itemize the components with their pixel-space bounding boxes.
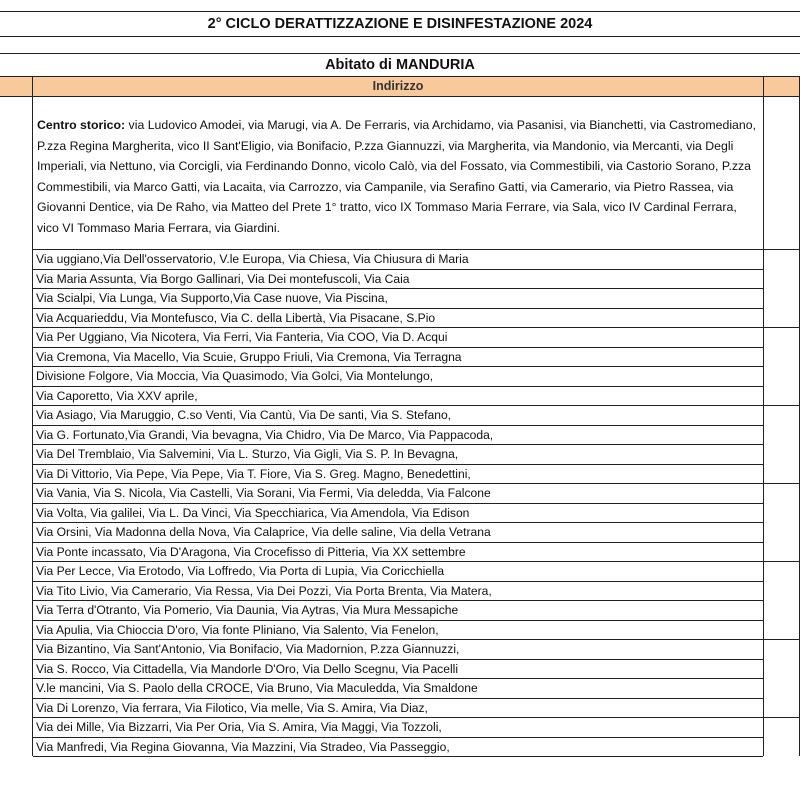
- town-title: Abitato di MANDURIA: [325, 57, 475, 73]
- table-row: Via Scialpi, Via Lunga, Via Supporto,Via Case nuove, Via Piscina,: [33, 289, 763, 309]
- right-cell-border: [763, 327, 800, 328]
- table-row: Via Asiago, Via Maruggio, C.so Venti, Via Cantù, Via De santi, Via S. Stefano,: [33, 406, 763, 426]
- header-row: [0, 76, 800, 97]
- table-row: Via dei Mille, Via Bizzarri, Via Per Oria, Via S. Amira, Via Maggi, Via Tozzoli,: [33, 718, 763, 738]
- document-title: 2° CICLO DERATTIZZAZIONE E DISINFESTAZIONE 2024: [0, 11, 800, 37]
- table-row: Via Di Lorenzo, Via ferrara, Via Filotico, Via melle, Via S. Amira, Via Diaz,: [33, 699, 763, 719]
- centro-storico-label: Centro storico:: [37, 118, 126, 132]
- table-row: Via Per Uggiano, Via Nicotera, Via Ferri, Via Fanteria, Via COO, Via D. Acqui: [33, 328, 763, 348]
- address-rows: [33, 250, 763, 757]
- column-header-indirizzo: Indirizzo: [32, 77, 764, 96]
- right-cell-border: [763, 639, 800, 640]
- table-row: Via Tito Livio, Via Camerario, Via Ressa, Via Dei Pozzi, Via Porta Brenta, Via Matera,: [33, 582, 763, 602]
- right-cell-border: [763, 561, 800, 562]
- table-row: Via S. Rocco, Via Cittadella, Via Mandorle D'Oro, Via Dello Scegnu, Via Pacelli: [33, 660, 763, 680]
- table-row: Via Cremona, Via Macello, Via Scuie, Gruppo Friuli, Via Cremona, Via Terragna: [33, 348, 763, 368]
- right-cell-border: [763, 483, 800, 484]
- table-row: Divisione Folgore, Via Moccia, Via Quasimodo, Via Golci, Via Montelungo,: [33, 367, 763, 387]
- table-row: Via Volta, Via galilei, Via L. Da Vinci, Via Specchiarica, Via Amendola, Via Edison: [33, 504, 763, 524]
- table-row: Via Orsini, Via Madonna della Nova, Via Calaprice, Via delle saline, Via della Vetrana: [33, 523, 763, 543]
- table-row: Via Acquarieddu, Via Montefusco, Via C. della Libertà, Via Pisacane, S.Pio: [33, 309, 763, 329]
- table-row: Via Bizantino, Via Sant'Antonio, Via Bonifacio, Via Madornion, P.zza Giannuzzi,: [33, 640, 763, 660]
- table-row: Via Terra d'Otranto, Via Pomerio, Via Daunia, Via Aytras, Via Mura Messapiche: [33, 601, 763, 621]
- table-row: Via Del Tremblaio, Via Salvemini, Via L. Sturzo, Via Gigli, Via S. P. In Bevagna,: [33, 445, 763, 465]
- address-table: [32, 96, 764, 756]
- right-cell-border: [763, 405, 800, 406]
- table-row: Via Caporetto, Via XXV aprile,: [33, 387, 763, 407]
- centro-storico-cell: [33, 96, 763, 250]
- table-row: Via Manfredi, Via Regina Giovanna, Via Mazzini, Via Stradeo, Via Passeggio,: [33, 738, 763, 758]
- table-row: V.le mancini, Via S. Paolo della CROCE, Via Bruno, Via Maculedda, Via Smaldone: [33, 679, 763, 699]
- table-row: Via G. Fortunato,Via Grandi, Via bevagna, Via Chidro, Via De Marco, Via Pappacoda,: [33, 426, 763, 446]
- table-row: Via Apulia, Via Chioccia D'oro, Via fonte Pliniano, Via Salento, Via Fenelon,: [33, 621, 763, 641]
- table-row: Via uggiano,Via Dell'osservatorio, V.le Europa, Via Chiesa, Via Chiusura di Maria: [33, 250, 763, 270]
- table-row: Via Ponte incassato, Via D'Aragona, Via Crocefisso di Pitteria, Via XX settembre: [33, 543, 763, 563]
- table-row: Via Vania, Via S. Nicola, Via Castelli, Via Sorani, Via Fermi, Via deledda, Via Falcone: [33, 484, 763, 504]
- table-row: Via Di Vittorio, Via Pepe, Via Pepe, Via T. Fiore, Via S. Greg. Magno, Benedettini,: [33, 465, 763, 485]
- right-cell-border: [763, 249, 800, 250]
- empty-row: [0, 35, 800, 54]
- right-cell-border: [763, 717, 800, 718]
- centro-storico-text: via Ludovico Amodei, via Marugi, via A. De Ferraris, via Archidamo, via Pasanisi, via Bianchetti, via Castromediano, P.zza Regina Margherita, vico II Sant'Eligio, via Bonifacio, P.zza Giannuzzi, via Margherita, via Mandonio, via Mercanti, via Degli Imperiali, via Nettuno, via Corcigli, via Ferdinando Donno, vicolo Calò, via del Fossato, via Commestibili, via Castorio Sorano, P.zza Commestibili, via Marco Gatti, via Lacaita, via Carrozzo, via Campanile, via Serafino Gatti, via Camerario, via Pietro Rassea, via Giovanni Dentice, via De Raho, via Matteo del Prete 1° tratto, vico IX Tommaso Maria Ferrare, via Sala, vico IV Cardinal Ferrara, vico VI Tommaso Maria Ferrara, via Giardini.: [37, 118, 756, 235]
- table-row: Via Per Lecce, Via Erotodo, Via Loffredo, Via Porta di Lupia, Via Coricchiella: [33, 562, 763, 582]
- table-row: Via Maria Assunta, Via Borgo Gallinari, Via Dei montefuscoli, Via Caia: [33, 270, 763, 290]
